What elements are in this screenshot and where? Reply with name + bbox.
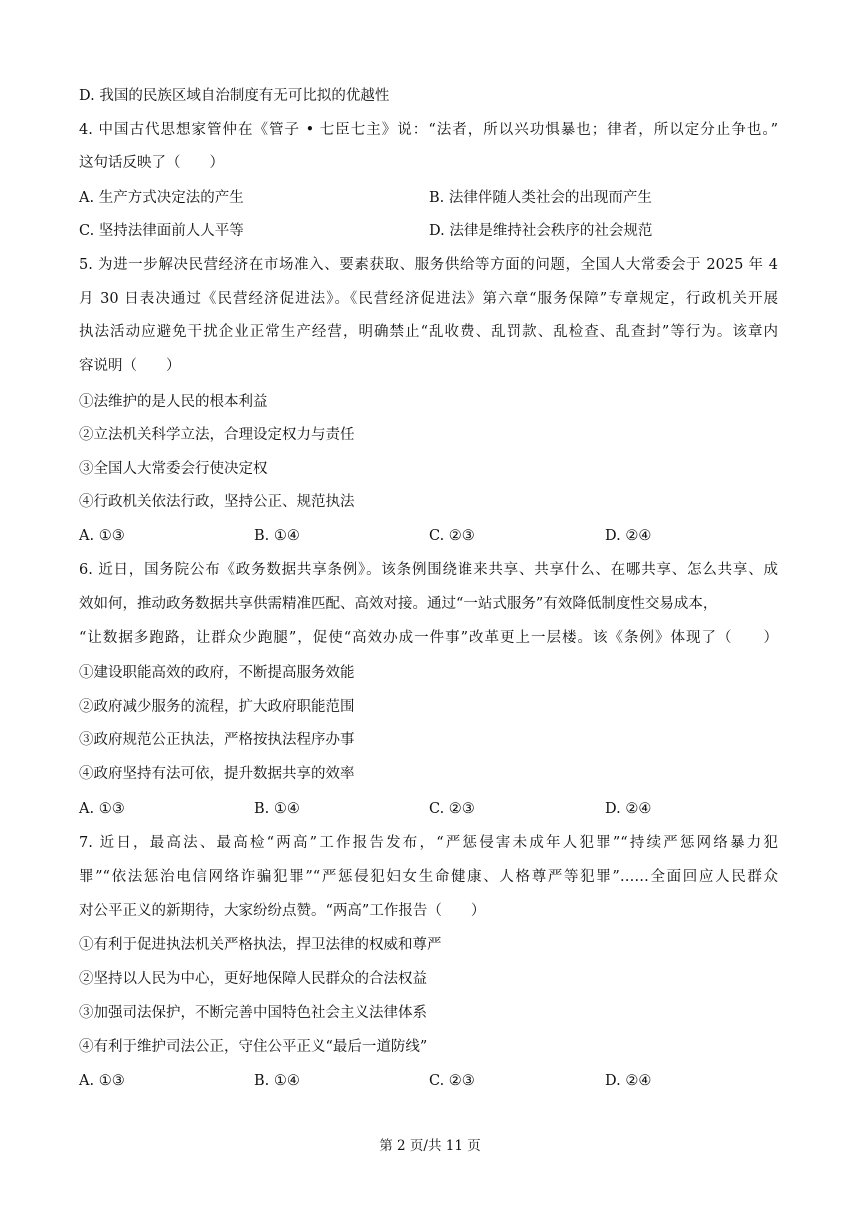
q4-stem-line-1: 4. 中国古代思想家管仲在《管子 • 七臣七主》说：“法者，所以兴功惧暴也；律者，所以定分止争也。”: [79, 122, 778, 138]
q6-stem-line-3: “让数据多跑路，让群众少跑腿”，促使“高效办成一件事”改革更上一层楼。该《条例》体现了（ ）: [79, 630, 778, 646]
q4-options-row-2: [79, 221, 778, 241]
q3-option-d: D. 我国的民族区域自治制度有无可比拟的优越性: [79, 88, 390, 104]
q5-statement-4: ④行政机关依法行政，坚持公正、规范执法: [79, 494, 355, 510]
q5-options: [79, 526, 778, 546]
q7-stem-line-1: 7. 近日，最高法、最高检“两高”工作报告发布，“严惩侵害未成年人犯罪”“持续严惩网络暴力犯: [79, 835, 778, 851]
q6-option-b: B. ①④: [254, 801, 300, 817]
q5-statement-1: ①法维护的是人民的根本利益: [79, 394, 268, 410]
q7-stem-line-2: 罪”“依法惩治电信网络诈骗犯罪”“严惩侵犯妇女生命健康、人格尊严等犯罪”……全面回应人民群众: [79, 869, 778, 885]
q7-options: [79, 1071, 778, 1091]
q7-statement-1: ①有利于促进执法机关严格执法，捍卫法律的权威和尊严: [79, 937, 442, 953]
q6-option-c: C. ②③: [429, 801, 475, 817]
q5-stem-line-4: 容说明（ ）: [79, 358, 181, 374]
q4-option-a: A. 生产方式决定法的产生: [79, 190, 244, 206]
q6-options: [79, 799, 778, 819]
q6-statement-4: ④政府坚持有法可依，提升数据共享的效率: [79, 766, 355, 782]
q6-statement-3: ③政府规范公正执法，严格按执法程序办事: [79, 732, 355, 748]
q5-option-d: D. ②④: [605, 528, 652, 544]
q7-statement-3: ③加强司法保护，不断完善中国特色社会主义法律体系: [79, 1005, 427, 1021]
q6-option-d: D. ②④: [605, 801, 652, 817]
q5-statement-3: ③全国人大常委会行使决定权: [79, 461, 268, 477]
q6-statement-1: ①建设职能高效的政府，不断提高服务效能: [79, 665, 355, 681]
q4-stem-line-2: 这句话反映了（ ）: [79, 155, 224, 171]
q6-option-a: A. ①③: [79, 801, 125, 817]
q7-option-b: B. ①④: [254, 1073, 300, 1089]
q7-statement-4: ④有利于维护司法公正，守住公平正义“最后一道防线”: [79, 1039, 428, 1055]
q5-stem-line-3: 执法活动应避免干扰企业正常生产经营，明确禁止“乱收费、乱罚款、乱检查、乱查封”等行为。该章内: [79, 324, 778, 340]
q5-stem-line-2: 月 30 日表决通过《民营经济促进法》。《民营经济促进法》第六章“服务保障”专章规定，行政机关开展: [79, 291, 778, 307]
q7-option-d: D. ②④: [605, 1073, 652, 1089]
q5-option-b: B. ①④: [254, 528, 300, 544]
q4-option-c: C. 坚持法律面前人人平等: [79, 223, 244, 239]
q5-stem-line-1: 5. 为进一步解决民营经济在市场准入、要素获取、服务供给等方面的问题，全国人大常委会于 2025 年 4: [79, 257, 778, 273]
q6-stem-line-2: 效如何，推动政务数据共享供需精准匹配、高效对接。通过“一站式服务”有效降低制度性交易成本，: [79, 596, 718, 612]
q6-stem-line-1: 6. 近日，国务院公布《政务数据共享条例》。该条例围绕谁来共享、共享什么、在哪共享、怎么共享、成: [79, 562, 778, 578]
q5-option-a: A. ①③: [79, 528, 125, 544]
q7-option-a: A. ①③: [79, 1073, 125, 1089]
q7-stem-line-3: 对公平正义的新期待，大家纷纷点赞。“两高”工作报告（ ）: [79, 903, 486, 919]
q7-option-c: C. ②③: [429, 1073, 475, 1089]
q7-statement-2: ②坚持以人民为中心，更好地保障人民群众的合法权益: [79, 971, 427, 987]
q5-statement-2: ②立法机关科学立法，合理设定权力与责任: [79, 427, 355, 443]
q6-statement-2: ②政府减少服务的流程，扩大政府职能范围: [79, 699, 355, 715]
page-footer: 第 2 页/共 11 页: [379, 1138, 481, 1154]
q4-options-row-1: [79, 188, 778, 208]
q4-option-d: D. 法律是维持社会秩序的社会规范: [429, 223, 653, 239]
q5-option-c: C. ②③: [429, 528, 475, 544]
q4-option-b: B. 法律伴随人类社会的出现而产生: [429, 190, 652, 206]
